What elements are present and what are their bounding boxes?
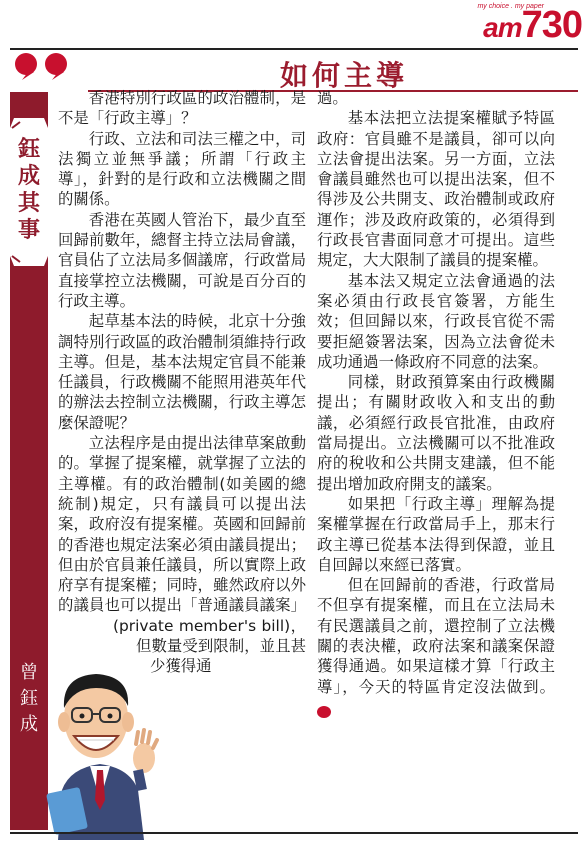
am730-logo[interactable]	[483, 6, 582, 47]
column-name	[10, 136, 48, 244]
paragraph: 行政、立法和司法三權之中，司法獨立並無爭議；所謂「行政主導」，針對的是行政和立法機關之間的關係。	[58, 129, 306, 209]
quote-marks-icon	[14, 52, 72, 80]
logo-am: am	[483, 12, 522, 43]
paragraph	[317, 575, 555, 718]
author-name-char: 鈺	[20, 688, 38, 709]
bottom-divider	[10, 832, 578, 834]
paragraph: 如果把「行政主導」理解為提案權掌握在行政當局手上，那末行政主導已從基本法得到保證，並且自回歸以來經已落實。	[317, 494, 555, 574]
article-title: 如何主導	[279, 59, 408, 92]
column-name-char: 其	[17, 191, 40, 216]
paragraph: 起草基本法的時候，北京十分強調特別行政區的政治體制須維持行政主導。但是，基本法規定官員不能兼任議員，行政機關不能照用港英年代的辦法去控制立法機關，行政主導怎麼保證呢？	[58, 312, 306, 432]
paragraph-text: 但在回歸前的香港，行政當局不但享有提案權，而且在立法局未有民選議員之前，還控制了立法機關的表決權，政府法案和議案保證獲得通過。如果這樣才算「行政主導」，今天的特區肯定沒法做到。	[317, 576, 555, 696]
author-name-char: 曾	[20, 662, 38, 683]
column-badge	[10, 118, 48, 266]
paragraph: 香港特別行政區的政治體制，是不是「行政主導」？	[58, 89, 306, 128]
paragraph: 香港在英國人管治下，最少直至回歸前數年，總督主持立法局會議，官員佔了立法局多個議席，行政當局直接掌控立法機關，可說是百分百的行政主導。	[58, 210, 306, 310]
paragraph: 立法程序是由提出法律草案啟動的。掌握了提案權，就掌握了立法的主導權。有的政治體制(如美國的總統制)規定，只有議員可以提出法案，政府沒有提案權。英國和回歸前的香港也規定法案必須由議員提出；但由於官員兼任議員，所以實際上政府享有提案權；同時，雖然政府以外的議員也可以提出「普通議員議案」(private member's bill)，但數量受到限制，並且甚少獲得通	[58, 434, 306, 676]
column-name-char: 鈺	[17, 137, 40, 162]
masthead	[0, 0, 588, 48]
column-name-char: 成	[17, 164, 40, 189]
end-mark-icon: am	[317, 706, 331, 718]
author-caricature	[40, 640, 160, 840]
paragraph: 基本法把立法提案權賦予特區政府：官員雖不是議員，卻可以向立法會提出法案。另一方面，立法會議員雖然也可以提出法案，但不得涉及公共開支、政治體制或政府運作；涉及政府政策的，必須得到行政長官書面同意才可提出。這些規定，大大限制了議員的提案權。	[317, 109, 555, 270]
top-divider	[10, 48, 578, 50]
paragraph: 同樣，財政預算案由行政機關提出；有關財政收入和支出的動議，必須經行政長官批准，由政府當局提出。立法機關可以不批准政府的稅收和公共開支建議，但不能提出增加政府開支的議案。	[317, 373, 555, 493]
author-name-char: 成	[20, 714, 38, 735]
masthead-tagline: my choice . my paper	[477, 3, 544, 10]
logo-number: 730	[521, 4, 582, 46]
paragraph: 基本法又規定立法會通過的法案必須由行政長官簽署，方能生效；但回歸以來，行政長官從不需要拒絕簽署法案，因為立法會從未成功通過一條政府不同意的法案。	[317, 271, 555, 371]
article-column-right	[317, 88, 555, 718]
paragraph: 過。	[317, 89, 348, 107]
column-name-char: 事	[17, 218, 40, 243]
